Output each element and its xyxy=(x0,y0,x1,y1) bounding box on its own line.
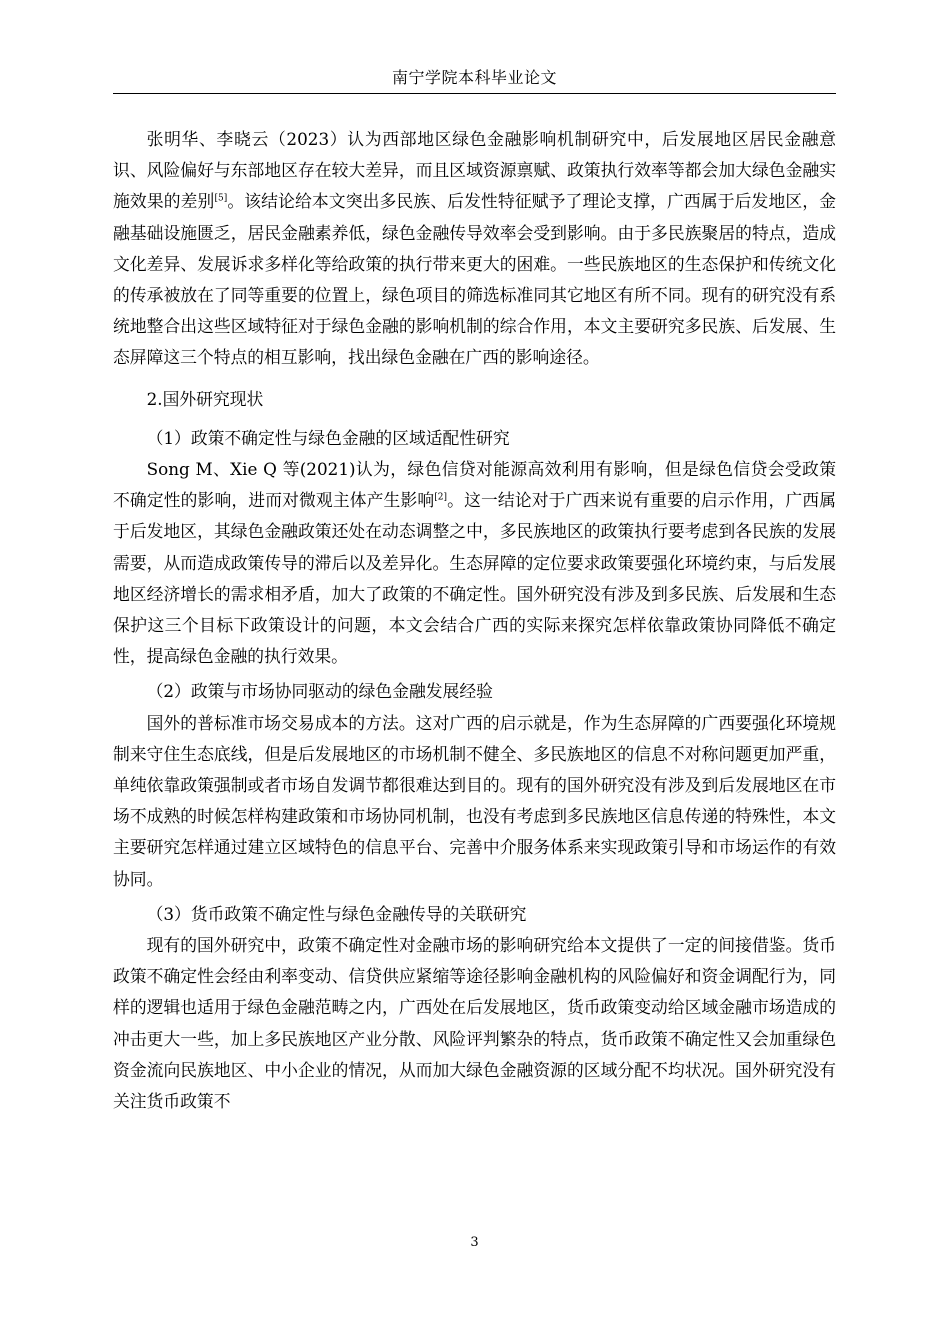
paragraph-text: 张明华、李晓云（2023）认为西部地区绿色金融影响机制研究中，后发展地区居民金融意识、风险偏好与东部地区存在较大差异，而且区域资源禀赋、政策执行效率等都会加大绿色金融实施效果的差别 xyxy=(113,129,836,212)
running-header: 南宁学院本科毕业论文 xyxy=(391,68,557,87)
subsection-heading: （1）政策不确定性与绿色金融的区域适配性研究 xyxy=(146,427,510,448)
paragraph-text: Song M、Xie Q 等(2021)认为，绿色信贷对能源高效利用有影响，但是绿色信贷会受政策不确定性的影响，进而对微观主体产生影响 xyxy=(113,459,836,511)
paragraph-policy-market: 国外的普标准市场交易成本的方法。这对广西的启示就是，作为生态屏障的广西要强化环境规制来守住生态底线，但是后发展地区的市场机制不健全、多民族地区的信息不对称问题更加严重，单纯依靠政策强制或者市场自发调节都很难达到目的。现有的国外研究没有涉及到后发展地区在市场不成熟的时候怎样构建政策和市场协同机制，也没有考虑到多民族地区信息传递的特殊性，本文主要研究怎样通过建立区域特色的信息平台、完善中介服务体系来实现政策引导和市场运作的有效协同。 xyxy=(113,712,836,889)
paragraph-policy-uncertainty xyxy=(113,454,836,672)
subsection-heading: （3）货币政策不确定性与绿色金融传导的关联研究 xyxy=(146,903,527,924)
subsection-heading: （2）政策与市场协同驱动的绿色金融发展经验 xyxy=(146,681,493,702)
paragraph-text: 。这一结论对于广西来说有重要的启示作用，广西属于后发地区，其绿色金融政策还处在动态调整之中，多民族地区的政策执行要考虑到各民族的发展需要，从而造成政策传导的滞后以及差异化。生态屏障的定位要求政策要强化环境约束，与后发展地区经济增长的需求相矛盾，加大了政策的不确定性。国外研究没有涉及到多民族、后发展和生态保护这三个目标下政策设计的问题，本文会结合广西的实际来探究怎样依靠政策协同降低不确定性，提高绿色金融的执行效果。 xyxy=(113,490,836,667)
paragraph-text: 。该结论给本文突出多民族、后发性特征赋予了理论支撑，广西属于后发地区，金融基础设施匮乏，居民金融素养低，绿色金融传导效率会受到影响。由于多民族聚居的特点，造成文化差异、发展诉求多样化等给政策的执行带来更大的困难。一些民族地区的生态保护和传统文化的传承被放在了同等重要的位置上，绿色项目的筛选标准同其它地区有所不同。现有的研究没有系统地整合出这些区域特征对于绿色金融的影响机制的综合作用，本文主要研究多民族、后发展、生态屏障这三个特点的相互影响，找出绿色金融在广西的影响途径。 xyxy=(113,191,836,368)
citation-ref: [5] xyxy=(214,193,228,204)
section-heading: 2.国外研究现状 xyxy=(146,388,264,409)
header-divider xyxy=(113,93,836,94)
citation-ref: [2] xyxy=(434,492,448,503)
paragraph-monetary-policy: 现有的国外研究中，政策不确定性对金融市场的影响研究给本文提供了一定的间接借鉴。货币政策不确定性会经由利率变动、信贷供应紧缩等途径影响金融机构的风险偏好和资金调配行为，同样的逻辑也适用于绿色金融范畴之内，广西处在后发展地区，货币政策变动给区域金融市场造成的冲击更大一些，加上多民族地区产业分散、风险评判繁杂的特点，货币政策不确定性又会加重绿色资金流向民族地区、中小企业的情况，从而加大绿色金融资源的区域分配不均状况。国外研究没有关注货币政策不 xyxy=(113,935,836,1112)
page-number: 3 xyxy=(470,1235,479,1250)
paragraph-domestic-summary xyxy=(113,124,836,374)
body-text xyxy=(113,124,836,1117)
